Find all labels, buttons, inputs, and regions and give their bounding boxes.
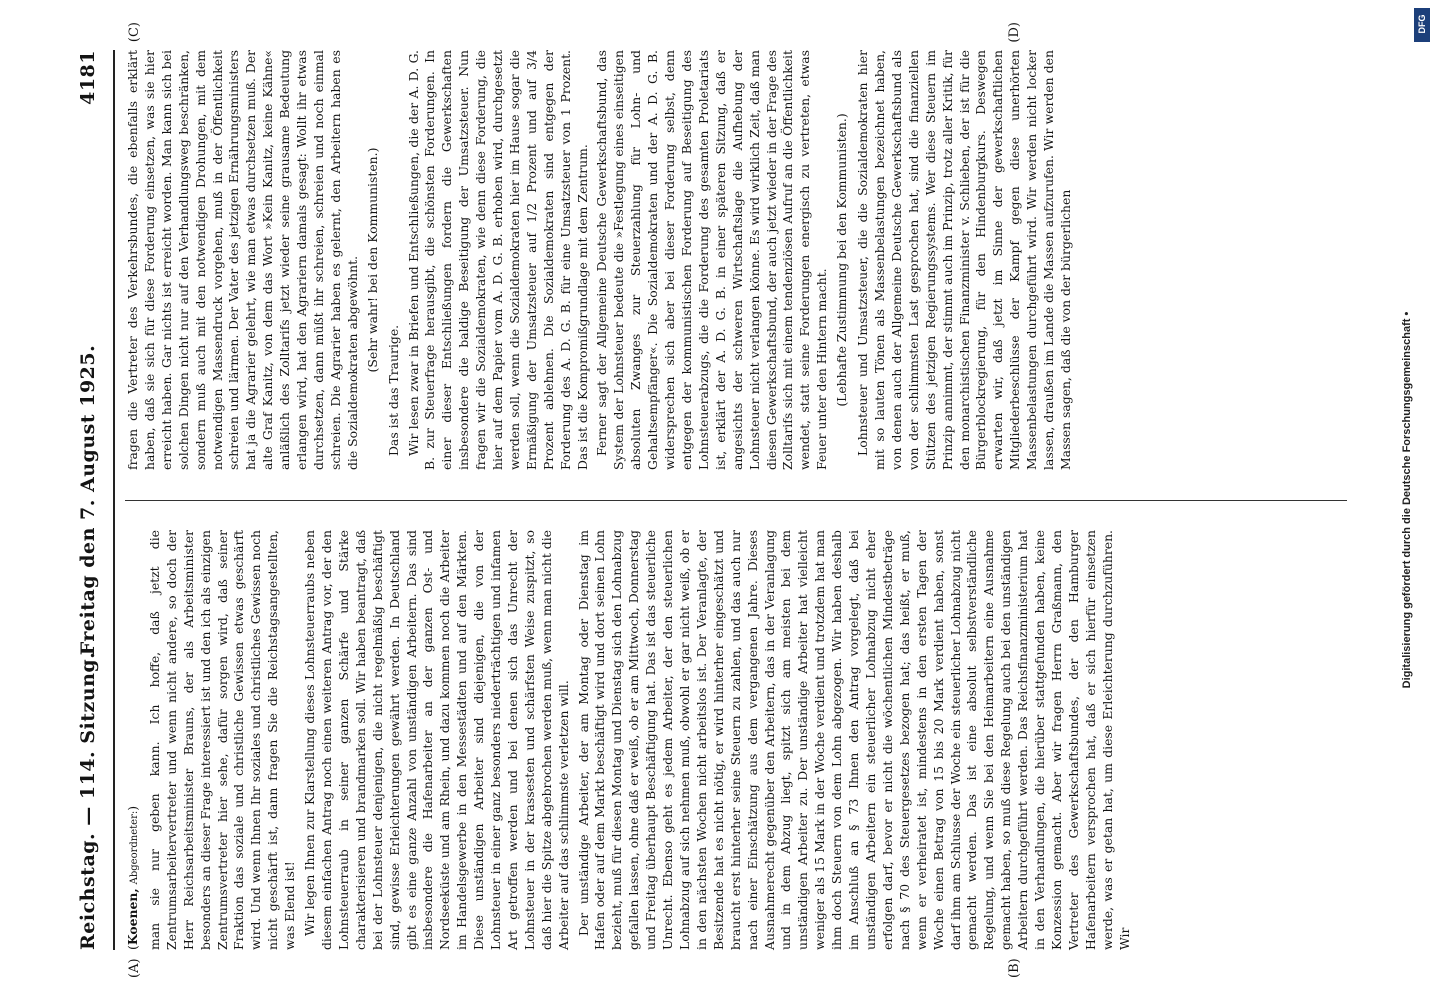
paragraph: Wir legen Ihnen zur Klarstellung dieses Lohnsteuerraubs neben diesem einfachen Antrag noch einen weiteren Antrag vor, der den Lohnsteuerraub in seiner ganzen Schärfe und Stärke charakterisieren und brandmarken soll. Wir haben beantragt, daß bei der Lohnsteuer denjenigen, die nicht regelmäßig beschäftigt sind, gewisse Erleichterungen gewährt werden. In Deutschland gibt es eine ganze Anzahl von unständigen Arbeitern. Das sind insbesondere die Hafenarbeiter an der ganzen Ost- und Nordseeküste und am Rhein, und dazu kommen noch die Arbeiter im Handelsgewerbe in den Messestädten und auf den Märkten. Diese unständigen Arbeiter sind diejenigen, die von der Lohnsteuer in einer ganz besonders niederträchtigen und infamen Art getroffen werden und bei denen sich das Unrecht der Lohnsteuer in der krassesten und schärfsten Weise zuspitzt, so daß hier die Spitze abgebrochen werden muß, wenn man nicht die Arbeiter auf das schlimmste verletzen will. bbox=[302, 530, 571, 950]
right-column bbox=[125, 50, 1347, 470]
page-header bbox=[77, 50, 113, 950]
digitization-note: Digitalisierung gefördert durch die Deutsche Forschungsgemeinschaft • bbox=[1401, 311, 1413, 689]
column-divider bbox=[125, 500, 1347, 501]
header-session: Reichstag. — 114. Sitzung. bbox=[77, 651, 99, 950]
rotated-document-page bbox=[67, 22, 1367, 978]
paragraph: Der unständige Arbeiter, der am Montag oder Dienstag im Hafen oder auf dem Markt beschäftigt wird und dort seinen Lohn bezieht, muß für diesen Montag und Dienstag sich den Lohnabzug gefallen lassen, ohne daß er weiß, ob er am Mittwoch, Donnerstag und Freitag überhaupt Beschäftigung hat. Das ist das steuerliche Unrecht. Ebenso geht es jedem Arbeiter, der den steuerlichen Lohnabzug auf sich nehmen muß, obwohl er gar nicht weiß, ob er in den nächsten Wochen nicht arbeitslos ist. Der Veranlagte, der Besitzende hat es nicht nötig, er wird hinterher eingeschätzt und braucht erst hinterher seine Steuern zu zahlen, und das auch nur nach einer Einschätzung aus dem vergangenen Jahre. Dieses Ausnahmerecht gegenüber den Arbeitern, das in der Veranlagung und in dem Abzug liegt, spitzt sich am meisten bei dem unständigen Arbeiter zu. Der unständige Arbeiter hat vielleicht weniger als 15 Mark in der Woche verdient und trotzdem hat man ihm doch Steuern von dem Lohn abgezogen. Wir haben deshalb im Anschluß an § 73 Ihnen den Antrag vorgelegt, daß bei unständigen Arbeitern ein steuerlicher Lohnabzug nicht eher erfolgen darf, bevor er nicht die wöchentlichen Mindestbeträge nach § 70 des Steuergesetzes bezogen hat; das heißt, er muß, wenn er verheiratet ist, mindestens in den ersten Tagen der Woche einen Betrag von 15 bis 20 Mark verdient haben, sonst darf ihm am Schlusse der Woche ein steuerlicher Lohnabzug nicht gemacht werden. Das ist eine absolut selbstverständliche Regelung, und wenn Sie bei den Heimarbeitern eine Ausnahme gemacht haben, so muß diese Regelung auch bei den unständigen Arbeitern durchgeführt werden. Das Reichsfinanzministerium hat in den Verhandlungen, die hierüber stattgefunden haben, keine Konzession gemacht. Aber wir fragen Herrn Graßmann, den Vertreter des Gewerkschaftsbundes, der den Hamburger Hafenarbeitern versprochen hat, daß er sich hierfür einsetzen werde, was er getan hat, um diese Erleichterung durchzuführen. Wir bbox=[575, 530, 1132, 950]
interjection: (Lebhafte Zustimmung bei den Kommunisten.) bbox=[834, 113, 850, 407]
margin-marker-d: (D) bbox=[1007, 22, 1022, 43]
paragraph: man sie nur geben kann. Ich hoffe, daß jetzt die Zentrumsarbeitervertreter und wenn nicht andere, so doch der Herr Reichsarbeitsminister Brauns, der als Arbeitsminister besonders an dieser Frage interessiert ist und den ich als einzigen Zentrumsvertreter hier sehe, dafür sorgen wird, daß seiner Fraktion das soziale und christliche Gewissen etwas geschärft wird. Und wenn Ihnen Ihr soziales und christliches Gewissen noch nicht geschärft ist, dann fragen Sie die Reichstagsangestellten, was Elend ist! bbox=[146, 530, 298, 950]
left-column bbox=[125, 530, 1347, 950]
speaker-role: Abgeordneter: bbox=[129, 810, 140, 885]
paragraph: Lohnsteuer und Umsatzsteuer, die die Sozialdemokraten hier mit so lauten Tönen als Massenbelastungen bezeichnet haben, von denen auch der Allgemeine Deutsche Gewerkschaftsbund als von der schlimmsten Last gesprochen hat, sind die finanziellen Stützen des jetzigen Regierungssystems. Wer diese Steuern im Prinzip annimmt, der stimmt auch im Prinzip, trotz aller Kritik, für den monarchistischen Finanzminister v. Schlieben, der ist für die Bürgerblockregierung, für den Hindenburgkurs. Deswegen erwarten wir, daß jetzt im Sinne der gewerkschaftlichen Mitgliederbeschlüsse der Kampf gegen diese unerhörten Massenbelastungen durchgeführt wird. Wir werden nicht locker lassen, draußen im Lande die Massen aufzurufen. Wir werden den Massen sagen, daß die von der bürgerlichen bbox=[855, 50, 1073, 470]
paragraph: Das ist das Traurige. bbox=[385, 324, 401, 456]
interjection: (Sehr wahr! bei den Kommunisten.) bbox=[364, 147, 380, 373]
dfg-logo-text: DFG bbox=[1417, 14, 1427, 34]
paragraph: fragen die Vertreter des Verkehrsbundes, die ebenfalls erklärt haben, daß sie sich für diese Forderung einsetzen, was sie hier erreicht haben. Gar nichts ist erreicht worden. Man kann sich bei solchen Dingen nicht nur auf den Verhandlungsweg beschränken, sondern muß auch mit den notwendigen Drohungen, mit dem notwendigen Massendruck vorgehen, muß in der Öffentlichkeit schreien und lärmen. Der Vater des jetzigen Ernährungsministers hat ja die Agrarier gelehrt, wie man etwas durchsetzen muß. Der alte Graf Kanitz, von dem das Wort »Kein Kanitz, keine Kähne« anläßlich des Zolltarifs jetzt wieder seine grausame Bedeutung erlangen wird, hat den Agrariern damals gesagt: Wollt ihr etwas durchsetzen, dann müßt ihr schreien, schreien und noch einmal schreien. Die Agrarier haben es gelernt, den Arbeitern haben es die Sozialdemokraten abgewöhnt. bbox=[125, 50, 360, 470]
speaker-name: Koenen, bbox=[125, 888, 140, 946]
paragraph: Wir lesen zwar in Briefen und Entschließungen, die der A. D. G. B. zur Steuerfrage herausgibt, die schönsten Forderungen. In einer dieser Entschließungen fordern die Gewerkschaften insbesondere die baldige Beseitigung der Umsatzsteuer. Nun fragen wir die Sozialdemokraten, wie denn diese Forderung, die hier auf dem Papier vom A. D. G. B. erhoben wird, durchgesetzt werden soll, wenn die Sozialdemokraten hier im Hause sogar die Ermäßigung der Umsatzsteuer auf 1/2 Prozent und auf 3/4 Prozent ablehnen. Die Sozialdemokraten sind entgegen der Forderung des A. D. G. B. für eine Umsatzsteuer von 1 Prozent. Das ist die Kompromißgrundlage mit dem Zentrum. bbox=[405, 50, 590, 470]
header-page-number: 4181 bbox=[77, 50, 99, 105]
paragraph: Ferner sagt der Allgemeine Deutsche Gewerkschaftsbund, das System der Lohnsteuer bedeute die »Festlegung eines einseitigen absoluten Zwanges zur Steuerzahlung für Lohn- und Gehaltsempfänger«. Die Sozialdemokraten und der A. D. G. B. widersprechen sich aber bei dieser Forderung selbst, denn entgegen der kommunistischen Forderung auf Beseitigung des Lohnsteuerabzugs, die die Forderung des gesamten Proletariats ist, erklärt der A. D. G. B. in einer späteren Sitzung, daß er angesichts der schweren Wirtschaftslage die Aufhebung der Lohnsteuer nicht verlangen könne. Es wird wirklich Zeit, daß man diesen Gewerkschaftsbund, der auch jetzt wieder in der Frage des Zolltarifs sich mit einem tendenziösen Aufruf an die Öffentlichkeit wendet, statt seine Forderungen energisch zu vertreten, etwas Feuer unter den Hintern macht. bbox=[594, 50, 830, 470]
speaker-line: (Koenen, Abgeordneter:) bbox=[125, 805, 140, 950]
margin-marker-c: (C) bbox=[127, 22, 142, 43]
margin-marker-a: (A) bbox=[127, 958, 142, 978]
dfg-logo bbox=[1414, 8, 1430, 42]
header-rule bbox=[113, 50, 115, 950]
header-date: Freitag den 7. August 1925. bbox=[77, 344, 99, 656]
margin-marker-b: (B) bbox=[1007, 958, 1022, 978]
